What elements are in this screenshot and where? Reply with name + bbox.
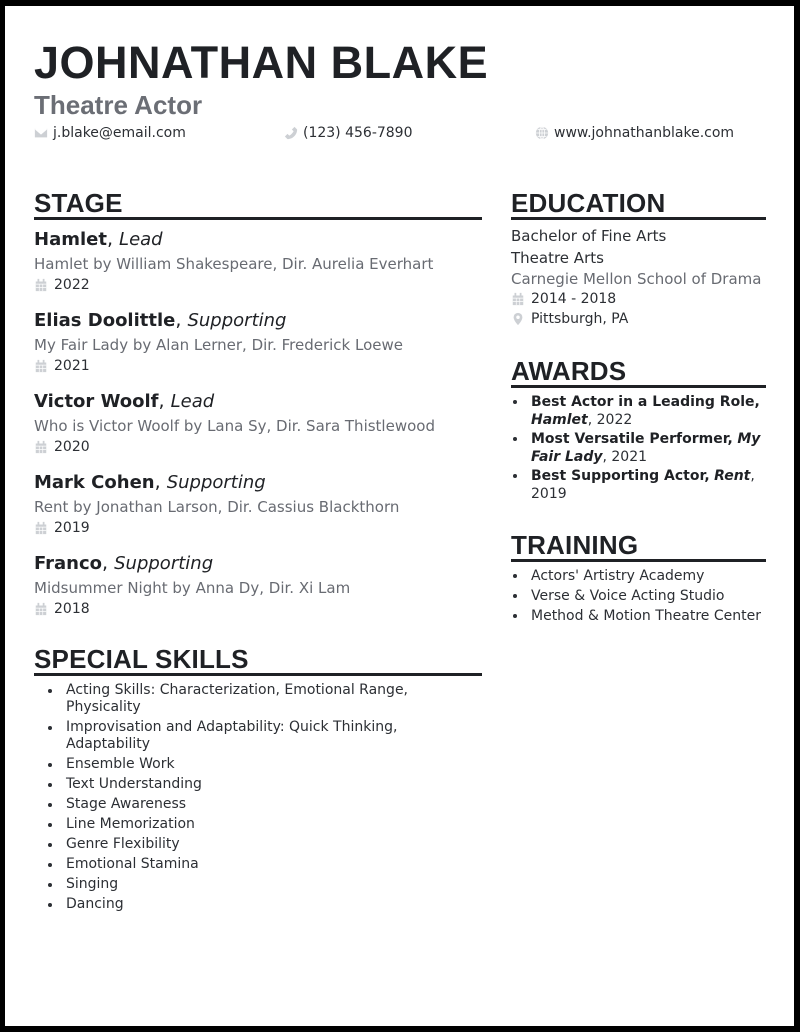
skills-list: [34, 682, 482, 913]
training-item: Method & Motion Theatre Center: [531, 607, 766, 625]
training-item: Actors' Artistry Academy: [531, 567, 766, 585]
stage-heading: STAGE: [34, 187, 482, 220]
role-type: Lead: [119, 229, 163, 250]
stage-entry: Elias Doolittle, Supporting My Fair Lady by Alan Lerner, Dir. Frederick Loewe 2021: [34, 307, 482, 376]
calendar-icon: [34, 278, 48, 292]
production-year: 2022: [34, 275, 482, 295]
production-year: 2020: [34, 437, 482, 457]
role-type: Lead: [170, 391, 215, 412]
show-name: Franco: [34, 553, 103, 574]
award-item: Best Supporting Actor, Rent, 2019: [531, 467, 766, 503]
production-year: 2021: [34, 356, 482, 376]
role-type: Supporting: [114, 553, 214, 574]
candidate-title: Theatre Actor: [34, 90, 203, 120]
phone-icon: [284, 126, 298, 140]
envelope-icon: [34, 126, 48, 140]
calendar-icon: [34, 359, 48, 373]
skill-item: Line Memorization: [66, 816, 482, 833]
school-name: Carnegie Mellon School of Drama: [511, 270, 762, 288]
show-name: Victor Woolf: [34, 391, 159, 412]
production-year: 2018: [34, 599, 482, 619]
awards-list: [511, 393, 766, 503]
skill-item: Singing: [66, 876, 482, 893]
education-heading: EDUCATION: [511, 187, 766, 220]
stage-entry: Mark Cohen, Supporting Rent by Jonathan Larson, Dir. Cassius Blackthorn 2019: [34, 469, 482, 538]
website-text: www.johnathanblake.com: [554, 125, 735, 141]
show-name: Hamlet: [34, 229, 107, 250]
map-pin-icon: [511, 312, 525, 326]
stage-entry: Victor Woolf, Lead Who is Victor Woolf by Lana Sy, Dir. Sara Thistlewood 2020: [34, 388, 482, 457]
training-item: Verse & Voice Acting Studio: [531, 587, 766, 605]
skill-item: Acting Skills: Characterization, Emotional Range, Physicality: [66, 682, 482, 716]
contact-email[interactable]: [34, 124, 186, 142]
calendar-icon: [34, 521, 48, 535]
role-type: Supporting: [187, 310, 287, 331]
calendar-icon: [511, 292, 525, 306]
skill-item: Improvisation and Adaptability: Quick Thinking, Adaptability: [66, 719, 482, 753]
awards-heading: AWARDS: [511, 355, 766, 388]
production-details: My Fair Lady by Alan Lerner, Dir. Frederick Loewe: [34, 336, 404, 354]
show-name: Elias Doolittle: [34, 310, 176, 331]
training-list: [511, 567, 766, 625]
right-column: [511, 187, 766, 627]
production-details: Rent by Jonathan Larson, Dir. Cassius Blackthorn: [34, 498, 400, 516]
production-year: 2019: [34, 518, 482, 538]
skill-item: Dancing: [66, 896, 482, 913]
skills-heading: SPECIAL SKILLS: [34, 643, 482, 676]
candidate-name: JOHNATHAN BLAKE: [34, 37, 489, 88]
email-text: j.blake@email.com: [53, 125, 186, 141]
globe-icon: [535, 126, 549, 140]
production-details: Hamlet by William Shakespeare, Dir. Aurelia Everhart: [34, 255, 434, 273]
stage-entry: Franco, Supporting Midsummer Night by Anna Dy, Dir. Xi Lam 2018: [34, 550, 482, 619]
skill-item: Emotional Stamina: [66, 856, 482, 873]
training-heading: TRAINING: [511, 529, 766, 562]
education-entry: [511, 225, 766, 329]
skill-item: Genre Flexibility: [66, 836, 482, 853]
award-item: Most Versatile Performer, My Fair Lady, 2021: [531, 430, 766, 466]
degree: Bachelor of Fine Arts: [511, 227, 667, 245]
contact-website[interactable]: [535, 124, 734, 142]
education-dates: 2014 - 2018: [511, 289, 766, 309]
stage-entry: Hamlet, Lead Hamlet by William Shakespeare, Dir. Aurelia Everhart 2022: [34, 226, 482, 295]
skill-item: Stage Awareness: [66, 796, 482, 813]
stage-list: [34, 226, 482, 619]
left-column: [34, 187, 482, 916]
education-location: Pittsburgh, PA: [511, 309, 766, 329]
calendar-icon: [34, 440, 48, 454]
skill-item: Ensemble Work: [66, 756, 482, 773]
production-details: Midsummer Night by Anna Dy, Dir. Xi Lam: [34, 579, 351, 597]
show-name: Mark Cohen: [34, 472, 155, 493]
phone-text: (123) 456-7890: [303, 125, 413, 141]
calendar-icon: [34, 602, 48, 616]
major: Theatre Arts: [511, 249, 604, 267]
award-item: Best Actor in a Leading Role, Hamlet, 2022: [531, 393, 766, 429]
production-details: Who is Victor Woolf by Lana Sy, Dir. Sara Thistlewood: [34, 417, 435, 435]
contact-phone[interactable]: [284, 124, 413, 142]
role-type: Supporting: [166, 472, 266, 493]
skill-item: Text Understanding: [66, 776, 482, 793]
resume-page: [5, 6, 794, 1026]
